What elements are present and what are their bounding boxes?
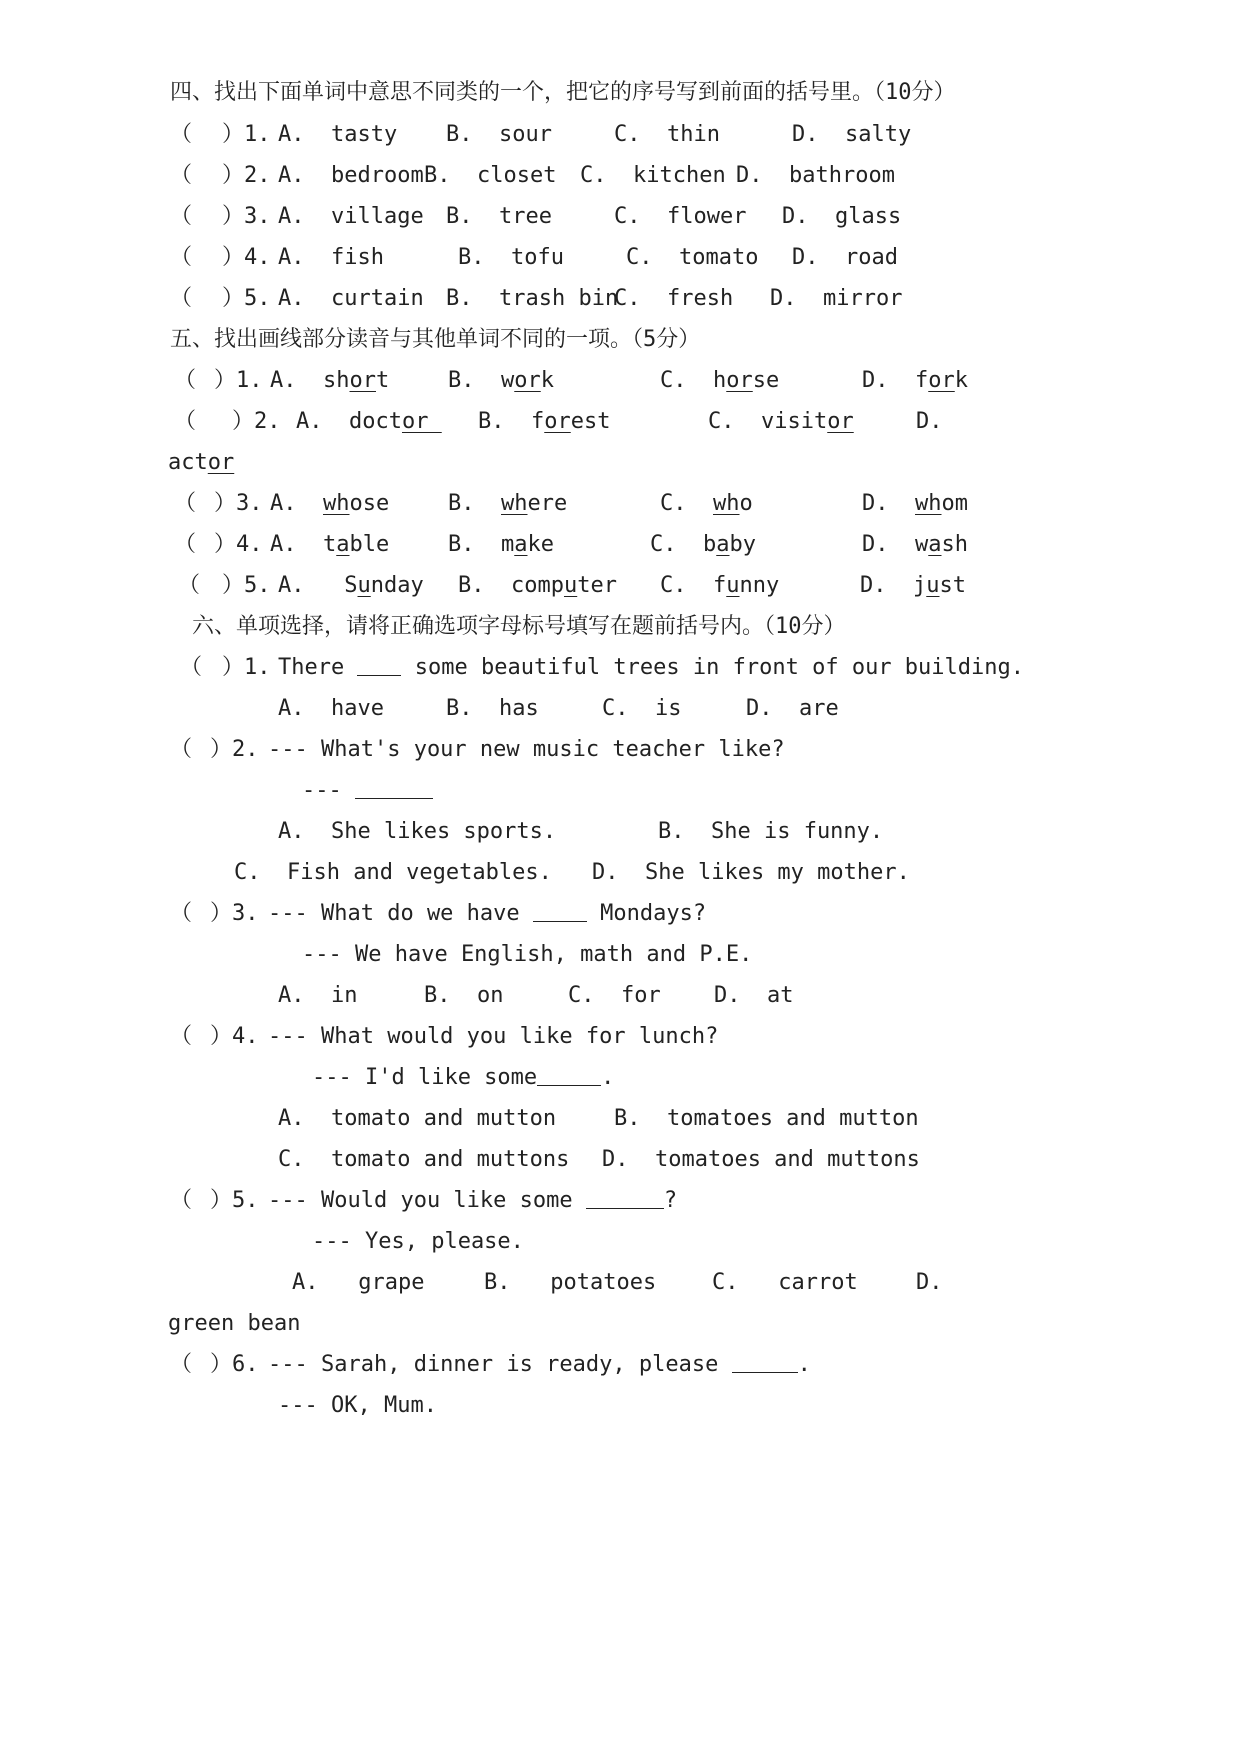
answer-line: --- We have English, math and P.E. bbox=[302, 942, 753, 967]
option-b: B. has bbox=[446, 696, 539, 721]
option-b: B. where bbox=[448, 491, 568, 516]
underlined-letters: wh bbox=[323, 491, 350, 516]
question-number: ）2. bbox=[210, 737, 259, 762]
option-a: A. whose bbox=[270, 491, 390, 516]
option-d: D. at bbox=[714, 983, 794, 1008]
question-number: ）5. bbox=[210, 1188, 259, 1213]
option-c: C. tomato and muttons bbox=[278, 1147, 570, 1172]
option-c: C. who bbox=[660, 491, 753, 516]
question-text: There some beautiful trees in front of our building. bbox=[278, 655, 1025, 680]
option-d-label: D. bbox=[916, 1270, 943, 1295]
underlined-letters: or bbox=[401, 409, 442, 434]
option-b: B. on bbox=[424, 983, 504, 1008]
option-a: A. in bbox=[278, 983, 358, 1008]
option-b: B. tomatoes and mutton bbox=[614, 1106, 919, 1131]
option-b: B. closet bbox=[424, 163, 557, 188]
option-c: C. thin bbox=[614, 122, 720, 147]
option-a: A. grape bbox=[292, 1270, 425, 1295]
answer-line: --- I'd like some . bbox=[312, 1065, 615, 1090]
question-number: ）3. bbox=[210, 901, 259, 926]
answer-paren[interactable]: （ bbox=[170, 1352, 193, 1377]
answer-paren[interactable]: （ bbox=[170, 204, 193, 229]
answer-blank[interactable] bbox=[357, 653, 401, 676]
underlined-letters: or bbox=[726, 368, 753, 393]
option-d: D. fork bbox=[862, 368, 968, 393]
option-c: C. baby bbox=[650, 532, 756, 557]
answer-blank[interactable] bbox=[586, 1186, 664, 1209]
option-c: C. visitor bbox=[708, 409, 854, 434]
option-c: C. kitchen bbox=[580, 163, 726, 188]
question-number: ）1. bbox=[222, 655, 271, 680]
answer-paren[interactable]: （ bbox=[170, 737, 193, 762]
answer-paren[interactable]: （ bbox=[174, 368, 197, 393]
question-number: ）2. bbox=[222, 163, 271, 188]
answer-paren[interactable]: （ bbox=[170, 901, 193, 926]
answer-line: --- bbox=[302, 776, 433, 806]
option-a: A. have bbox=[278, 696, 384, 721]
option-d: D. just bbox=[860, 573, 966, 598]
question-text: --- What's your new music teacher like? bbox=[268, 737, 785, 762]
option-b: B. She is funny. bbox=[658, 819, 884, 844]
option-d: D. mirror bbox=[770, 286, 903, 311]
option-a: A. tomato and mutton bbox=[278, 1106, 557, 1131]
question-number: ）4. bbox=[222, 245, 271, 270]
option-c: C. tomato bbox=[626, 245, 759, 270]
question-number: ）2. bbox=[232, 409, 281, 434]
question-text: --- What would you like for lunch? bbox=[268, 1024, 719, 1049]
answer-paren[interactable]: （ bbox=[170, 245, 193, 270]
answer-line: --- OK, Mum. bbox=[278, 1393, 437, 1418]
underlined-letters: a bbox=[716, 532, 730, 557]
question-number: ）4. bbox=[210, 1024, 259, 1049]
option-d: D. road bbox=[792, 245, 898, 270]
answer-paren[interactable]: （ bbox=[174, 409, 197, 434]
underlined-letters: or bbox=[827, 409, 854, 434]
option-d: D. tomatoes and muttons bbox=[602, 1147, 920, 1172]
underlined-letters: u bbox=[563, 573, 578, 598]
option-d: actor bbox=[168, 450, 235, 475]
underlined-letters: u bbox=[357, 573, 371, 598]
underlined-letters: wh bbox=[915, 491, 942, 516]
option-b: B. forest bbox=[478, 409, 611, 434]
question-text: --- What do we have Mondays? bbox=[268, 901, 707, 926]
option-c: C. Fish and vegetables. bbox=[234, 860, 552, 885]
underlined-letters: a bbox=[336, 532, 350, 557]
answer-paren[interactable]: （ bbox=[170, 1188, 193, 1213]
question-number: ）1. bbox=[214, 368, 263, 393]
answer-blank[interactable] bbox=[537, 1063, 601, 1086]
question-number: ）1. bbox=[222, 122, 271, 147]
option-a: A. tasty bbox=[278, 122, 398, 147]
answer-line: --- Yes, please. bbox=[312, 1229, 524, 1254]
option-d: D. are bbox=[746, 696, 839, 721]
underlined-letters: u bbox=[726, 573, 740, 598]
option-b: B. trash bin bbox=[446, 286, 619, 311]
underlined-letters: a bbox=[928, 532, 942, 557]
option-a: A. Sunday bbox=[278, 573, 424, 598]
option-b: B. computer bbox=[458, 573, 617, 598]
answer-paren[interactable]: （ bbox=[178, 573, 201, 598]
option-a: A. doctor bbox=[296, 409, 442, 434]
underlined-letters: or bbox=[514, 368, 541, 393]
answer-paren[interactable]: （ bbox=[170, 1024, 193, 1049]
option-a: A. curtain bbox=[278, 286, 424, 311]
option-a: A. table bbox=[270, 532, 390, 557]
option-c: C. for bbox=[568, 983, 661, 1008]
answer-paren[interactable]: （ bbox=[170, 122, 193, 147]
option-c: C. funny bbox=[660, 573, 780, 598]
question-number: ）6. bbox=[210, 1352, 259, 1377]
option-a: A. fish bbox=[278, 245, 384, 270]
answer-paren[interactable]: （ bbox=[180, 655, 203, 680]
underlined-letters: or bbox=[544, 409, 571, 434]
section-4-heading: 四、找出下面单词中意思不同类的一个，把它的序号写到前面的括号里。（10分） bbox=[170, 80, 956, 105]
question-text: --- Would you like some ? bbox=[268, 1188, 678, 1213]
question-number: ）5. bbox=[222, 573, 271, 598]
underlined-letters: wh bbox=[713, 491, 740, 516]
underlined-letters: wh bbox=[501, 491, 528, 516]
option-d-label: D. bbox=[916, 409, 943, 434]
option-c: C. flower bbox=[614, 204, 747, 229]
option-d: D. whom bbox=[862, 491, 968, 516]
option-b: B. tofu bbox=[458, 245, 564, 270]
answer-paren[interactable]: （ bbox=[174, 491, 197, 516]
option-b: B. tree bbox=[446, 204, 552, 229]
option-d: green bean bbox=[168, 1311, 301, 1336]
section-5-heading: 五、找出画线部分读音与其他单词不同的一项。（5分） bbox=[170, 327, 701, 352]
answer-paren[interactable]: （ bbox=[174, 532, 197, 557]
question-number: ）5. bbox=[222, 286, 271, 311]
option-a: A. village bbox=[278, 204, 424, 229]
option-a: A. She likes sports. bbox=[278, 819, 557, 844]
option-b: B. sour bbox=[446, 122, 552, 147]
option-b: B. make bbox=[448, 532, 554, 557]
underlined-letters: u bbox=[926, 573, 940, 598]
option-b: B. work bbox=[448, 368, 554, 393]
question-number: ）3. bbox=[214, 491, 263, 516]
answer-paren[interactable]: （ bbox=[170, 286, 193, 311]
answer-blank[interactable] bbox=[355, 776, 433, 799]
underlined-letters: a bbox=[514, 532, 528, 557]
question-text: --- Sarah, dinner is ready, please . bbox=[268, 1352, 811, 1377]
option-c: C. is bbox=[602, 696, 682, 721]
option-c: C. carrot bbox=[712, 1270, 858, 1295]
underlined-letters: or bbox=[207, 450, 235, 475]
option-d: D. wash bbox=[862, 532, 968, 557]
question-number: ）3. bbox=[222, 204, 271, 229]
answer-paren[interactable]: （ bbox=[170, 163, 193, 188]
question-number: ）4. bbox=[214, 532, 263, 557]
option-a: A. short bbox=[270, 368, 390, 393]
section-6-heading: 六、单项选择，请将正确选项字母标号填写在题前括号内。（10分） bbox=[192, 614, 846, 639]
option-b: B. potatoes bbox=[484, 1270, 657, 1295]
option-d: D. bathroom bbox=[736, 163, 895, 188]
option-a: A. bedroom bbox=[278, 163, 424, 188]
option-c: C. horse bbox=[660, 368, 780, 393]
option-d: D. She likes my mother. bbox=[592, 860, 910, 885]
answer-blank[interactable] bbox=[533, 899, 587, 922]
option-d: D. salty bbox=[792, 122, 912, 147]
answer-blank[interactable] bbox=[732, 1350, 798, 1373]
underlined-letters: or bbox=[928, 368, 955, 393]
underlined-letters: or bbox=[349, 368, 376, 393]
option-c: C. fresh bbox=[614, 286, 734, 311]
option-d: D. glass bbox=[782, 204, 902, 229]
